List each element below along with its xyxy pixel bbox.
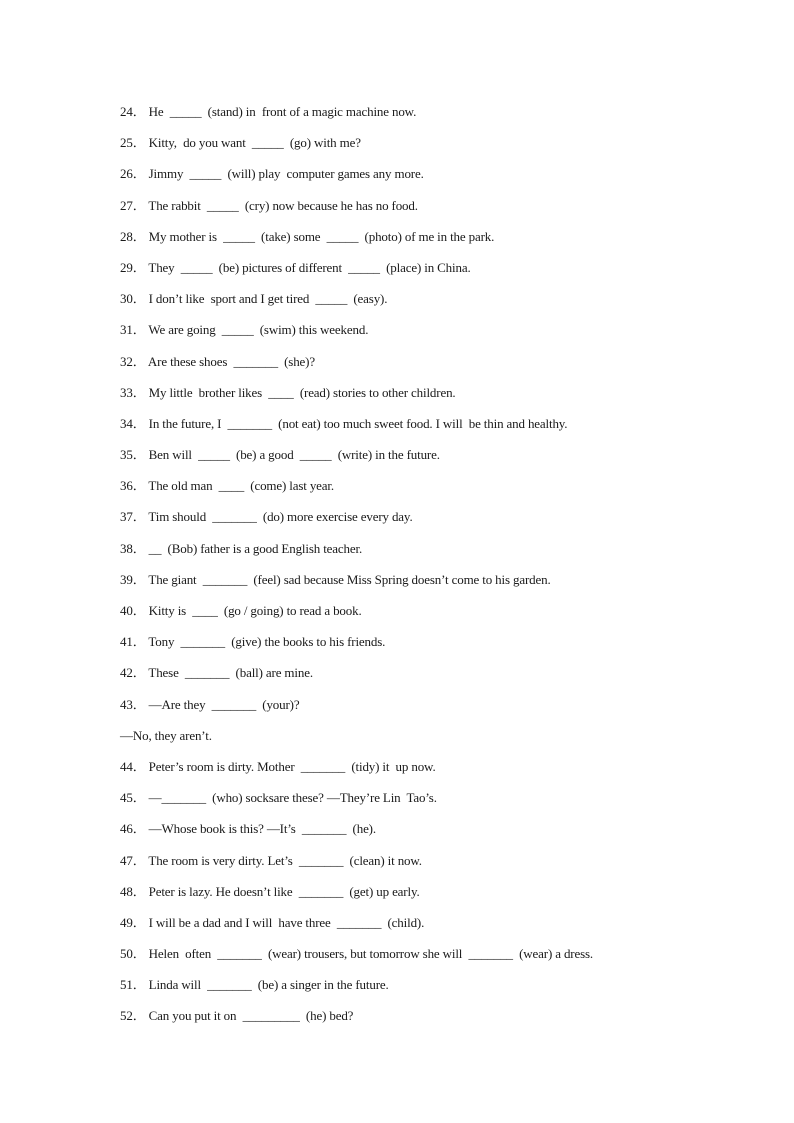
- exercise-list: [120, 103, 740, 1039]
- exercise-52: 52． Can you put it on _________ (he) bed?: [120, 1008, 354, 1024]
- exercise-47: 47． The room is very dirty. Let’s _______ (clean) it now.: [120, 852, 422, 868]
- exercise-24: 24． He _____ (stand) in front of a magic machine now.: [120, 104, 417, 119]
- exercise-35: 35． Ben will _____ (be) a good _____ (write) in the future.: [120, 447, 440, 463]
- exercise-32: 32． Are these shoes _______ (she)?: [120, 353, 315, 369]
- exercise-44: 44． Peter’s room is dirty. Mother _______ (tidy) it up now.: [120, 758, 436, 774]
- exercise-36: 36． The old man ____ (come) last year.: [120, 478, 334, 494]
- exercise-49: 49． I will be a dad and I will have three _______ (child).: [120, 914, 425, 930]
- exercise-39: 39． The giant _______ (feel) sad because Miss Spring doesn’t come to his garden.: [120, 571, 551, 587]
- exercise-25: 25． Kitty, do you want _____ (go) with me?: [120, 135, 361, 151]
- exercise-51: 51． Linda will _______ (be) a singer in the future.: [120, 977, 389, 993]
- exercise-31: 31． We are going _____ (swim) this weekend.: [120, 322, 369, 338]
- exercise-43: 43． —Are they _______ (your)?: [120, 696, 300, 712]
- exercise-29: 29． They _____ (be) pictures of different _____ (place) in China.: [120, 259, 471, 275]
- exercise-37: 37． Tim should _______ (do) more exercise every day.: [120, 509, 413, 525]
- exercise-41: 41． Tony _______ (give) the books to his friends.: [120, 634, 386, 650]
- exercise-50: 50． Helen often _______ (wear) trousers, but tomorrow she will _______ (wear) a dress.: [120, 946, 594, 962]
- exercise-38: 38． __ (Bob) father is a good English teacher.: [120, 540, 363, 556]
- exercise-45: 45． —_______ (who) socksare these? —They’re Lin Tao’s.: [120, 790, 437, 806]
- exercise-30: 30． I don’t like sport and I get tired _____ (easy).: [120, 291, 388, 307]
- exercise-34: 34． In the future, I _______ (not eat) too much sweet food. I will be thin and healthy.: [120, 415, 568, 431]
- exercise-33: 33． My little brother likes ____ (read) stories to other children.: [120, 384, 456, 400]
- exercise-42: 42． These _______ (ball) are mine.: [120, 665, 313, 681]
- exercise-43-answer: —No, they aren’t.: [120, 727, 212, 743]
- exercise-40: 40． Kitty is ____ (go / going) to read a book.: [120, 603, 362, 618]
- exercise-46: 46． —Whose book is this? —It’s _______ (he).: [120, 821, 376, 837]
- exercise-28: 28． My mother is _____ (take) some _____ (photo) of me in the park.: [120, 228, 495, 244]
- exercise-27: 27． The rabbit _____ (cry) now because he has no food.: [120, 197, 418, 213]
- exercise-26: 26． Jimmy _____ (will) play computer games any more.: [120, 166, 424, 182]
- exercise-48: 48． Peter is lazy. He doesn’t like _______ (get) up early.: [120, 883, 420, 899]
